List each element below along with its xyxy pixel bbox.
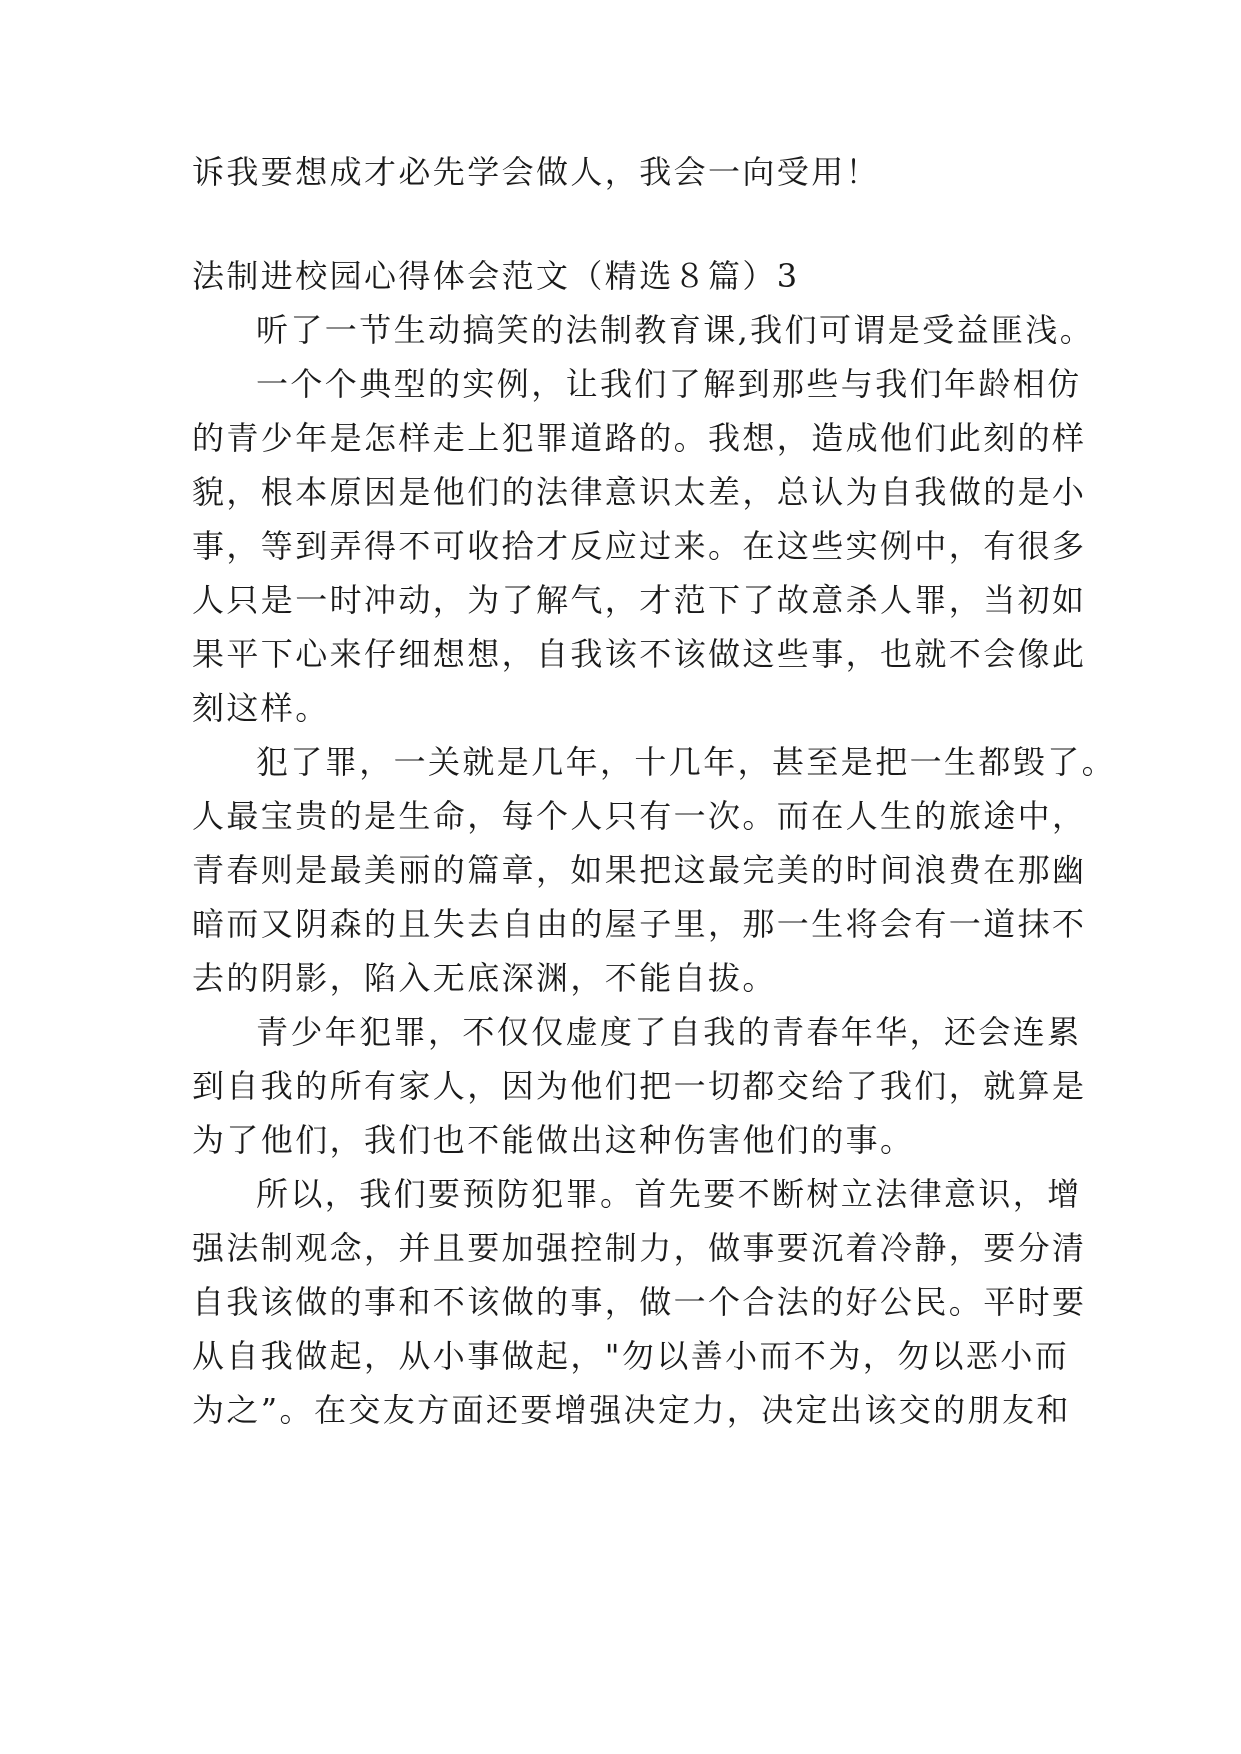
paragraph-line: 为了他们，我们也不能做出这种伤害他们的事。 [192, 1121, 915, 1159]
paragraph-line: 自我该做的事和不该做的事，做一个合法的好公民。平时要 [192, 1283, 1087, 1321]
section-title: 法制进校园心得体会范文（精选８篇）3 [192, 257, 800, 295]
paragraph-line: 为之”。在交友方面还要增强决定力，决定出该交的朋友和 [192, 1391, 1071, 1429]
paragraph-line: 的青少年是怎样走上犯罪道路的。我想，造成他们此刻的样 [192, 419, 1087, 457]
paragraph-line: 暗而又阴森的且失去自由的屋子里，那一生将会有一道抹不 [192, 905, 1087, 943]
paragraph-line: 从自我做起，从小事做起，"勿以善小而不为，勿以恶小而 [192, 1337, 1070, 1375]
paragraph-line: 人只是一时冲动，为了解气，才范下了故意杀人罪，当初如 [192, 581, 1087, 619]
paragraph-line: 去的阴影，陷入无底深渊，不能自拔。 [192, 959, 777, 997]
paragraph-line: 所以，我们要预防犯罪。首先要不断树立法律意识，增 [256, 1175, 1082, 1213]
paragraph-line: 青少年犯罪，不仅仅虚度了自我的青春年华，还会连累 [256, 1013, 1082, 1051]
paragraph-line: 犯了罪，一关就是几年，十几年，甚至是把一生都毁了。 [256, 743, 1117, 781]
paragraph-line: 听了一节生动搞笑的法制教育课,我们可谓是受益匪浅。 [256, 311, 1095, 349]
paragraph-line: 青春则是最美丽的篇章，如果把这最完美的时间浪费在那幽 [192, 851, 1087, 889]
carryover-line: 诉我要想成才必先学会做人，我会一向受用！ [192, 153, 881, 191]
paragraph-line: 果平下心来仔细想想，自我该不该做这些事，也就不会像此 [192, 635, 1087, 673]
paragraph-line: 到自我的所有家人，因为他们把一切都交给了我们，就算是 [192, 1067, 1087, 1105]
paragraph-line: 一个个典型的实例，让我们了解到那些与我们年龄相仿 [256, 365, 1082, 403]
paragraph-line: 刻这样。 [192, 689, 330, 727]
paragraph-line: 人最宝贵的是生命，每个人只有一次。而在人生的旅途中， [192, 797, 1087, 835]
paragraph-line: 事，等到弄得不可收拾才反应过来。在这些实例中，有很多 [192, 527, 1087, 565]
paragraph-line: 强法制观念，并且要加强控制力，做事要沉着冷静，要分清 [192, 1229, 1087, 1267]
paragraph-line: 貌，根本原因是他们的法律意识太差，总认为自我做的是小 [192, 473, 1087, 511]
